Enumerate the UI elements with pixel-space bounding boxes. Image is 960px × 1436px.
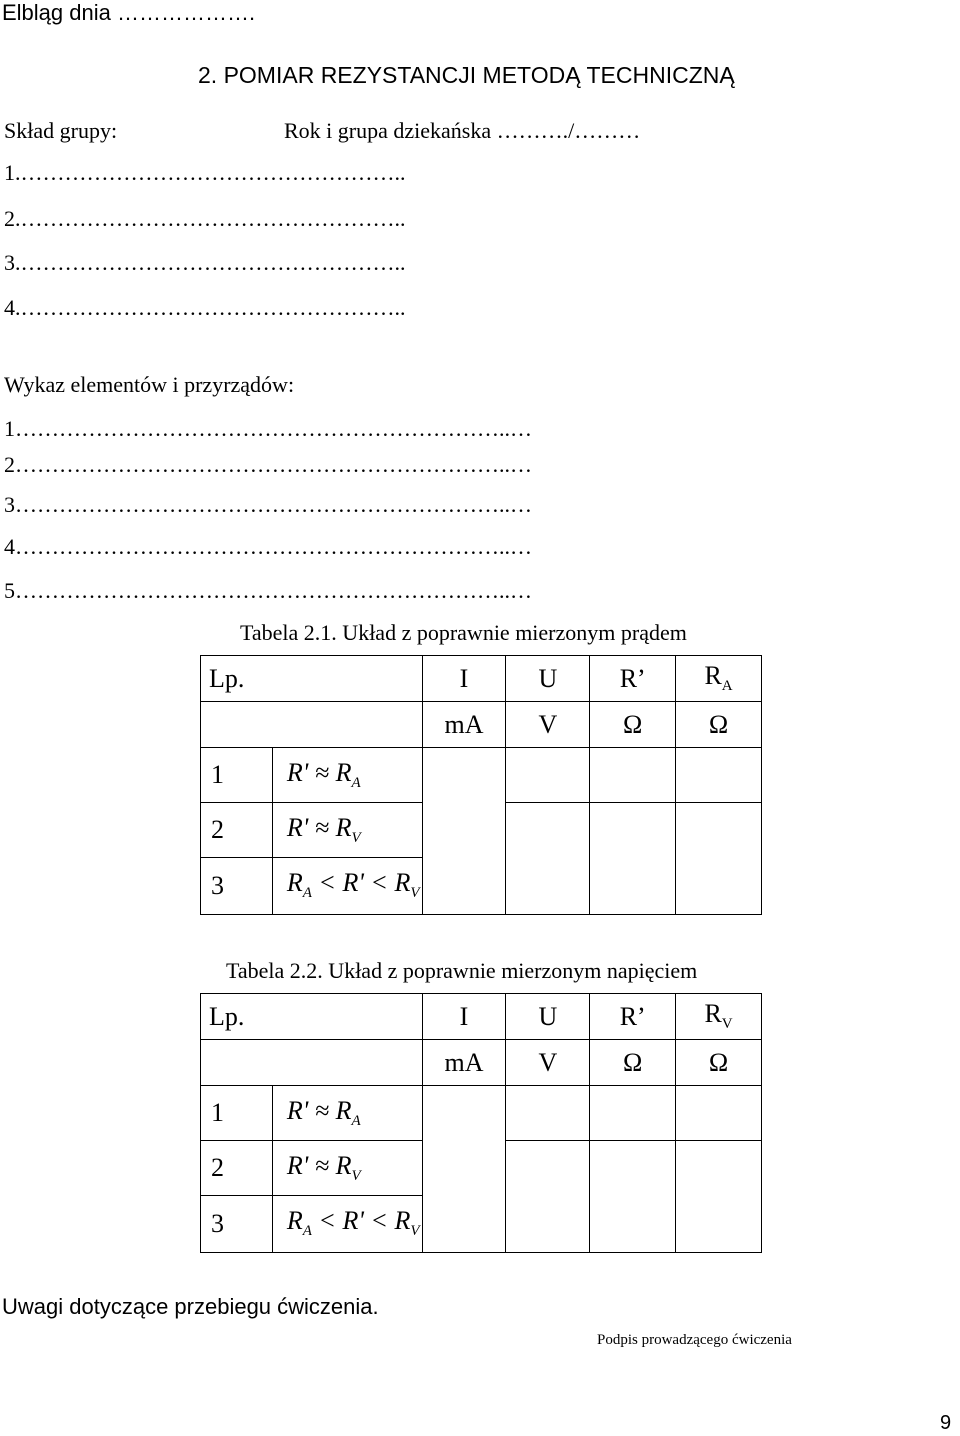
table1-header-ra: $R_A$ (676, 656, 762, 702)
table2-lp-header: Lp. (201, 994, 423, 1040)
table1-unit-ra: Ω (676, 702, 762, 748)
table1-unit-rprime: Ω (590, 702, 676, 748)
table2-units-blank (201, 1040, 423, 1086)
table1-unit-u: V (506, 702, 590, 748)
table1-cell-ra (676, 748, 762, 803)
instruments-label: Wykaz elementów i przyrządów: (4, 372, 295, 397)
place-date: Elbląg dnia ………………. (2, 0, 256, 25)
table1-header-rprime: R’ (590, 656, 676, 702)
table2-header-u: U (506, 994, 590, 1040)
page-title: 2. POMIAR REZYSTANCJI METODĄ TECHNICZNĄ (198, 62, 735, 88)
table2-header-i: I (422, 994, 506, 1040)
table2-row-number: 1 (201, 1086, 273, 1141)
table1-cell-rprime (590, 748, 676, 803)
table1-row-condition: $R' \approx R_A$ (272, 748, 422, 803)
table1-units-blank (201, 702, 423, 748)
table1-row-number: 2 (201, 803, 273, 858)
instrument-line-5: 5…………………………………………………………..… (4, 578, 532, 603)
member-line-4: 4.…………………………………………….. (4, 295, 406, 320)
table2-unit-i: mA (422, 1040, 506, 1086)
table1-header-i: I (422, 656, 506, 702)
member-line-2: 2.…………………………………………….. (4, 206, 406, 231)
table1-row-condition: $R_A < R' < R_V$ (272, 858, 422, 915)
table1-cell-i (422, 748, 506, 915)
table1-cell-u (506, 748, 590, 803)
table2-cell-rprime (590, 1086, 676, 1141)
table2-row-condition: $R_A < R' < R_V$ (272, 1196, 422, 1253)
table2-cell-rprime (590, 1141, 676, 1253)
table2-row-condition: $R' \approx R_V$ (272, 1141, 422, 1196)
signature-label: Podpis prowadzącego ćwiczenia (597, 1332, 792, 1348)
instrument-line-2: 2…………………………………………………………..… (4, 452, 532, 477)
table1-row-condition: $R' \approx R_V$ (272, 803, 422, 858)
instrument-line-3: 3…………………………………………………………..… (4, 492, 532, 517)
table1 (200, 655, 762, 915)
group-label: Skład grupy: (4, 118, 118, 143)
table1-caption: Tabela 2.1. Układ z poprawnie mierzonym prądem (240, 620, 687, 645)
table1-header-u: U (506, 656, 590, 702)
instrument-line-1: 1…………………………………………………………..… (4, 416, 532, 441)
table1-cell-u (506, 803, 590, 915)
year-group-label: Rok i grupa dziekańska ………./……… (284, 118, 641, 143)
table1-row-number: 3 (201, 858, 273, 915)
member-line-1: 1.…………………………………………….. (4, 160, 406, 185)
table2-row-condition: $R' \approx R_A$ (272, 1086, 422, 1141)
table2-row-number: 2 (201, 1141, 273, 1196)
table2-cell-rv (676, 1141, 762, 1253)
member-line-3: 3.…………………………………………….. (4, 250, 406, 275)
table2-header-rv: $R_V$ (676, 994, 762, 1040)
table1-lp-header: Lp. (201, 656, 423, 702)
table1-unit-i: mA (422, 702, 506, 748)
table2-caption: Tabela 2.2. Układ z poprawnie mierzonym napięciem (226, 958, 698, 983)
instrument-line-4: 4…………………………………………………………..… (4, 534, 532, 559)
table1-row-number: 1 (201, 748, 273, 803)
table2-header-rprime: R’ (590, 994, 676, 1040)
table2-unit-rv: Ω (676, 1040, 762, 1086)
table1-cell-ra (676, 803, 762, 915)
table2-unit-rprime: Ω (590, 1040, 676, 1086)
table2-cell-i (422, 1086, 506, 1253)
table2-unit-u: V (506, 1040, 590, 1086)
page-number: 9 (940, 1412, 952, 1434)
table2-cell-u (506, 1086, 590, 1141)
table2 (200, 993, 762, 1253)
table1-cell-rprime (590, 803, 676, 915)
table2-cell-rv (676, 1086, 762, 1141)
table2-row-number: 3 (201, 1196, 273, 1253)
remarks-label: Uwagi dotyczące przebiegu ćwiczenia. (2, 1294, 379, 1319)
table2-cell-u (506, 1141, 590, 1253)
